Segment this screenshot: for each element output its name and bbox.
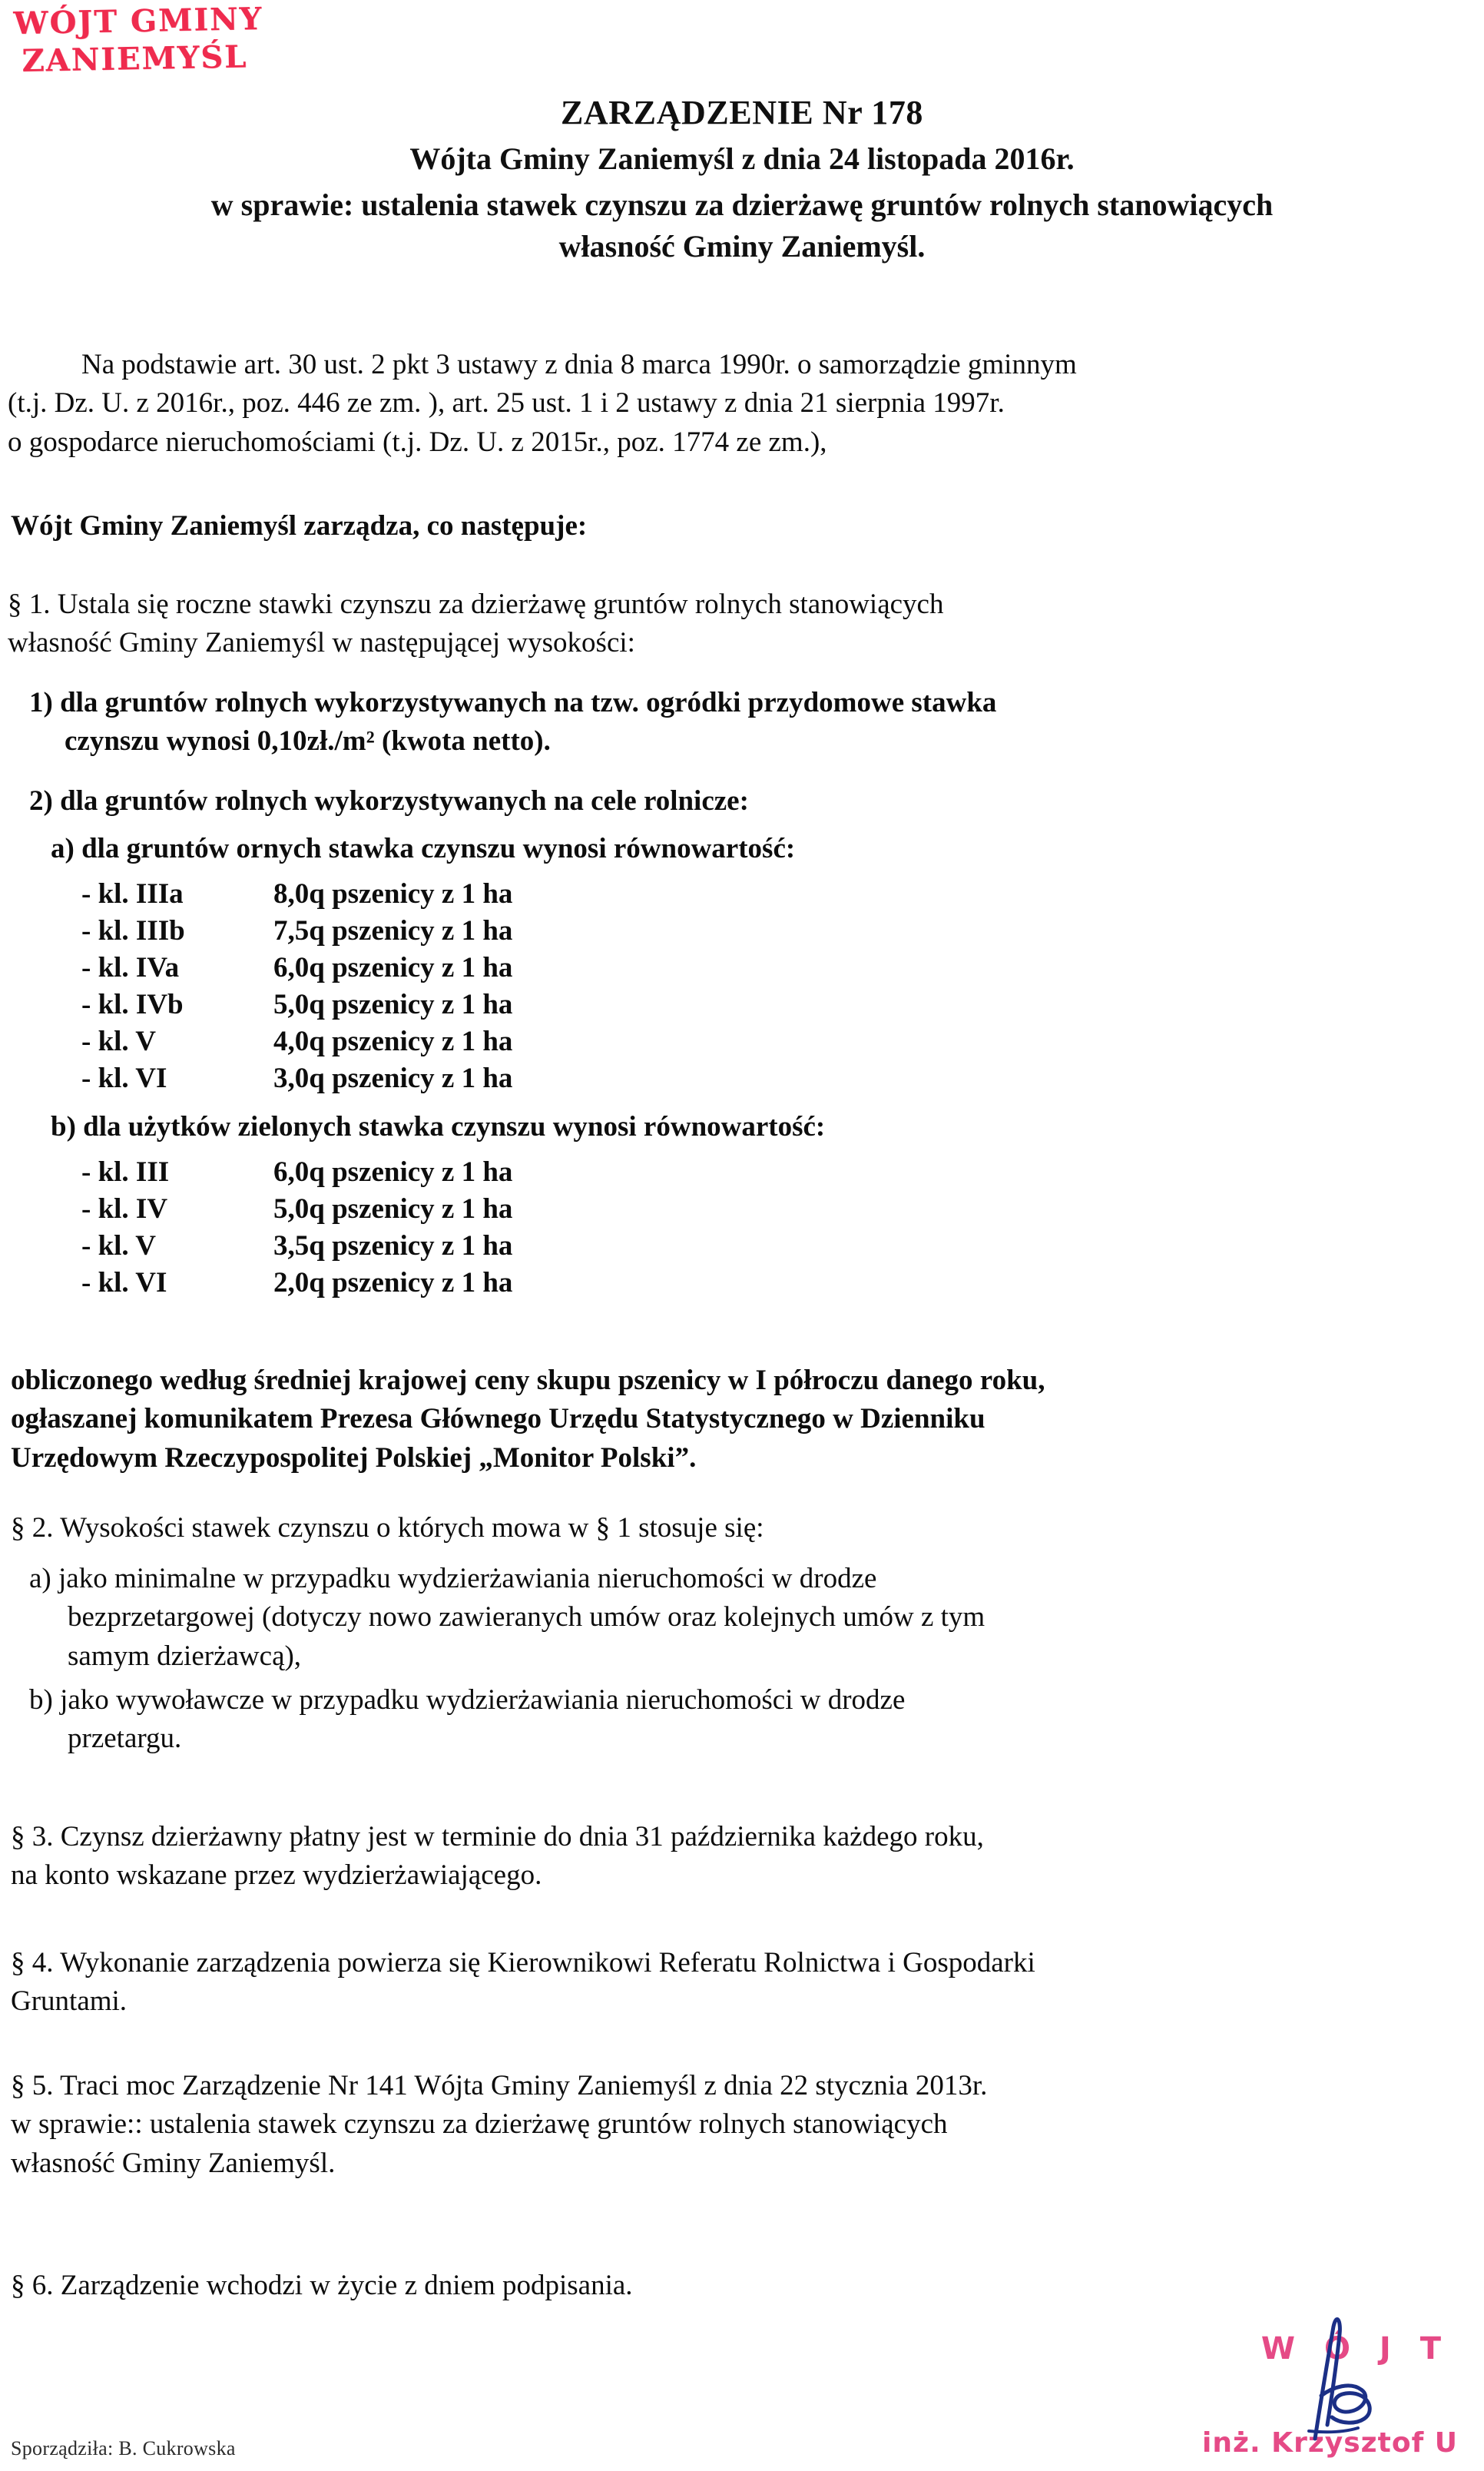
soil-class: - kl. IV (81, 1193, 168, 1226)
section-2-item-a-line-2: bezprzetargowej (dotyczy nowo zawieranych umów oraz kolejnych umów z tym (68, 1601, 985, 1634)
document-title-block (0, 91, 1484, 267)
rate-value: 4,0q pszenicy z 1 ha (273, 1026, 513, 1058)
section-2-item-a (8, 1560, 1484, 1676)
rate-value: 6,0q pszenicy z 1 ha (273, 952, 513, 984)
section-1-intro (8, 585, 1476, 663)
section-1-sub-a-header: a) dla gruntów ornych stawka czynszu wynosi równowartość: (51, 833, 796, 864)
section-2-item-b-line-1: b) jako wywoławcze w przypadku wydzierżawiania nieruchomości w drodze (29, 1684, 906, 1716)
rate-value: 5,0q pszenicy z 1 ha (273, 1193, 513, 1226)
section-2-item-a-line-3: samym dzierżawcą), (68, 1640, 302, 1672)
rate-value: 7,5q pszenicy z 1 ha (273, 915, 513, 947)
section-2-item-a-line-1: a) jako minimalne w przypadku wydzierżawiania nieruchomości w drodze (29, 1563, 877, 1594)
arable-rates-table (8, 876, 1476, 1098)
soil-class: - kl. V (81, 1026, 156, 1058)
grassland-rates-table (8, 1154, 1476, 1302)
soil-class: - kl. IIIb (81, 915, 185, 947)
section-5-line-1: § 5. Traci moc Zarządzenie Nr 141 Wójta Gminy Zaniemyśl z dnia 22 stycznia 2013r. (11, 2070, 988, 2101)
section-2-intro: § 2. Wysokości stawek czynszu o których mowa w § 1 stosuje się: (11, 1512, 764, 1544)
section-1-closing-line-3: Urzędowym Rzeczypospolitej Polskiej „Monitor Polski”. (11, 1441, 697, 1474)
prepared-by-note: Sporządziła: B. Cukrowska (11, 2437, 236, 2459)
table-row (8, 1060, 1476, 1097)
title-subject-line: Wójta Gminy Zaniemyśl z dnia 24 listopada 2016r. (409, 141, 1075, 177)
table-row (8, 1023, 1476, 1060)
signature-stamp (1134, 2317, 1464, 2463)
office-stamp-line1: WÓJT GMINY (13, 0, 263, 42)
section-4-line-1: § 4. Wykonanie zarządzenia powierza się Kierownikowi Referatu Rolnictwa i Gospodarki (11, 1947, 1035, 1978)
table-row (8, 1265, 1476, 1302)
soil-class: - kl. VI (81, 1063, 167, 1095)
soil-class: - kl. VI (81, 1267, 167, 1299)
section-4 (11, 1944, 1479, 2022)
section-1-intro-line-1: § 1. Ustala się roczne stawki czynszu za dzierżawę gruntów rolnych stanowiących (8, 589, 944, 620)
soil-class: - kl. V (81, 1230, 156, 1262)
rate-value: 3,0q pszenicy z 1 ha (273, 1063, 513, 1095)
legal-basis-line-3: o gospodarce nieruchomościami (t.j. Dz. U. z 2015r., poz. 1774 ze zm.), (8, 426, 827, 458)
rate-value: 3,5q pszenicy z 1 ha (273, 1230, 513, 1262)
section-5 (11, 2067, 1479, 2183)
table-row (8, 950, 1476, 987)
title-matter-line-1: w sprawie: ustalenia stawek czynszu za dzierżawę gruntów rolnych stanowiących (210, 187, 1274, 223)
section-3 (11, 1818, 1479, 1896)
soil-class: - kl. IVa (81, 952, 180, 984)
section-3-line-1: § 3. Czynsz dzierżawny płatny jest w terminie do dnia 31 października każdego roku, (11, 1821, 984, 1852)
soil-class: - kl. III (81, 1156, 170, 1188)
section-1-point-1-line-1: 1) dla gruntów rolnych wykorzystywanych na tzw. ogródki przydomowe stawka (29, 687, 997, 718)
table-row (8, 1154, 1476, 1191)
section-6: § 6. Zarządzenie wchodzi w życie z dniem podpisania. (11, 2270, 633, 2301)
table-row (8, 1191, 1476, 1228)
rate-value: 8,0q pszenicy z 1 ha (273, 878, 513, 910)
legal-basis-line-2: (t.j. Dz. U. z 2016r., poz. 446 ze zm. ), art. 25 ust. 1 i 2 ustawy z dnia 21 sierpnia 1997r. (8, 387, 1005, 420)
section-1-point-1 (8, 684, 1484, 761)
office-stamp-line2: ZANIEMYŚL (22, 38, 248, 79)
table-row (8, 876, 1476, 913)
table-row (8, 987, 1476, 1023)
section-2-item-b-line-2: przetargu. (68, 1723, 182, 1755)
soil-class: - kl. IVb (81, 989, 184, 1021)
section-1-point-1-line-2: czynszu wynosi 0,10zł./m² (kwota netto). (65, 725, 551, 758)
section-5-line-3: własność Gminy Zaniemyśl. (11, 2147, 336, 2179)
section-3-line-2: na konto wskazane przez wydzierżawiającego. (11, 1859, 542, 1892)
legal-basis-line-1: Na podstawie art. 30 ust. 2 pkt 3 ustawy z dnia 8 marca 1990r. o samorządzie gminnym (81, 349, 1077, 380)
handwritten-signature-icon (1241, 2316, 1418, 2446)
signature-name: inż. Krzysztof U (1202, 2427, 1458, 2459)
section-5-line-2: w sprawie:: ustalenia stawek czynszu za dzierżawę gruntów rolnych stanowiących (11, 2108, 948, 2141)
enacting-clause: Wójt Gminy Zaniemyśl zarządza, co następuje: (11, 510, 588, 542)
section-2-item-b (8, 1681, 1484, 1759)
soil-class: - kl. IIIa (81, 878, 184, 910)
signature-role: W Ó J T (1260, 2331, 1450, 2367)
section-1-sub-b-header: b) dla użytków zielonych stawka czynszu wynosi równowartość: (51, 1111, 826, 1143)
section-4-line-2: Gruntami. (11, 1985, 128, 2018)
rate-value: 5,0q pszenicy z 1 ha (273, 989, 513, 1021)
section-1-intro-line-2: własność Gminy Zaniemyśl w następującej wysokości: (8, 627, 635, 659)
title-matter-line-2: własność Gminy Zaniemyśl. (558, 229, 926, 264)
rate-value: 2,0q pszenicy z 1 ha (273, 1267, 513, 1299)
page-title: ZARZĄDZENIE Nr 178 (560, 94, 924, 131)
section-1-closing-paragraph (11, 1362, 1479, 1478)
table-row (8, 1228, 1476, 1265)
section-1-closing-line-2: ogłaszanej komunikatem Prezesa Głównego Urzędu Statystycznego w Dzienniku (11, 1403, 985, 1435)
rate-value: 6,0q pszenicy z 1 ha (273, 1156, 513, 1188)
section-1-closing-line-1: obliczonego według średniej krajowej ceny skupu pszenicy w I półroczu danego roku, (11, 1365, 1045, 1396)
table-row (8, 913, 1476, 950)
legal-basis-paragraph (8, 346, 1476, 462)
office-stamp (13, 1, 263, 81)
section-1-point-2: 2) dla gruntów rolnych wykorzystywanych na cele rolnicze: (29, 785, 749, 817)
